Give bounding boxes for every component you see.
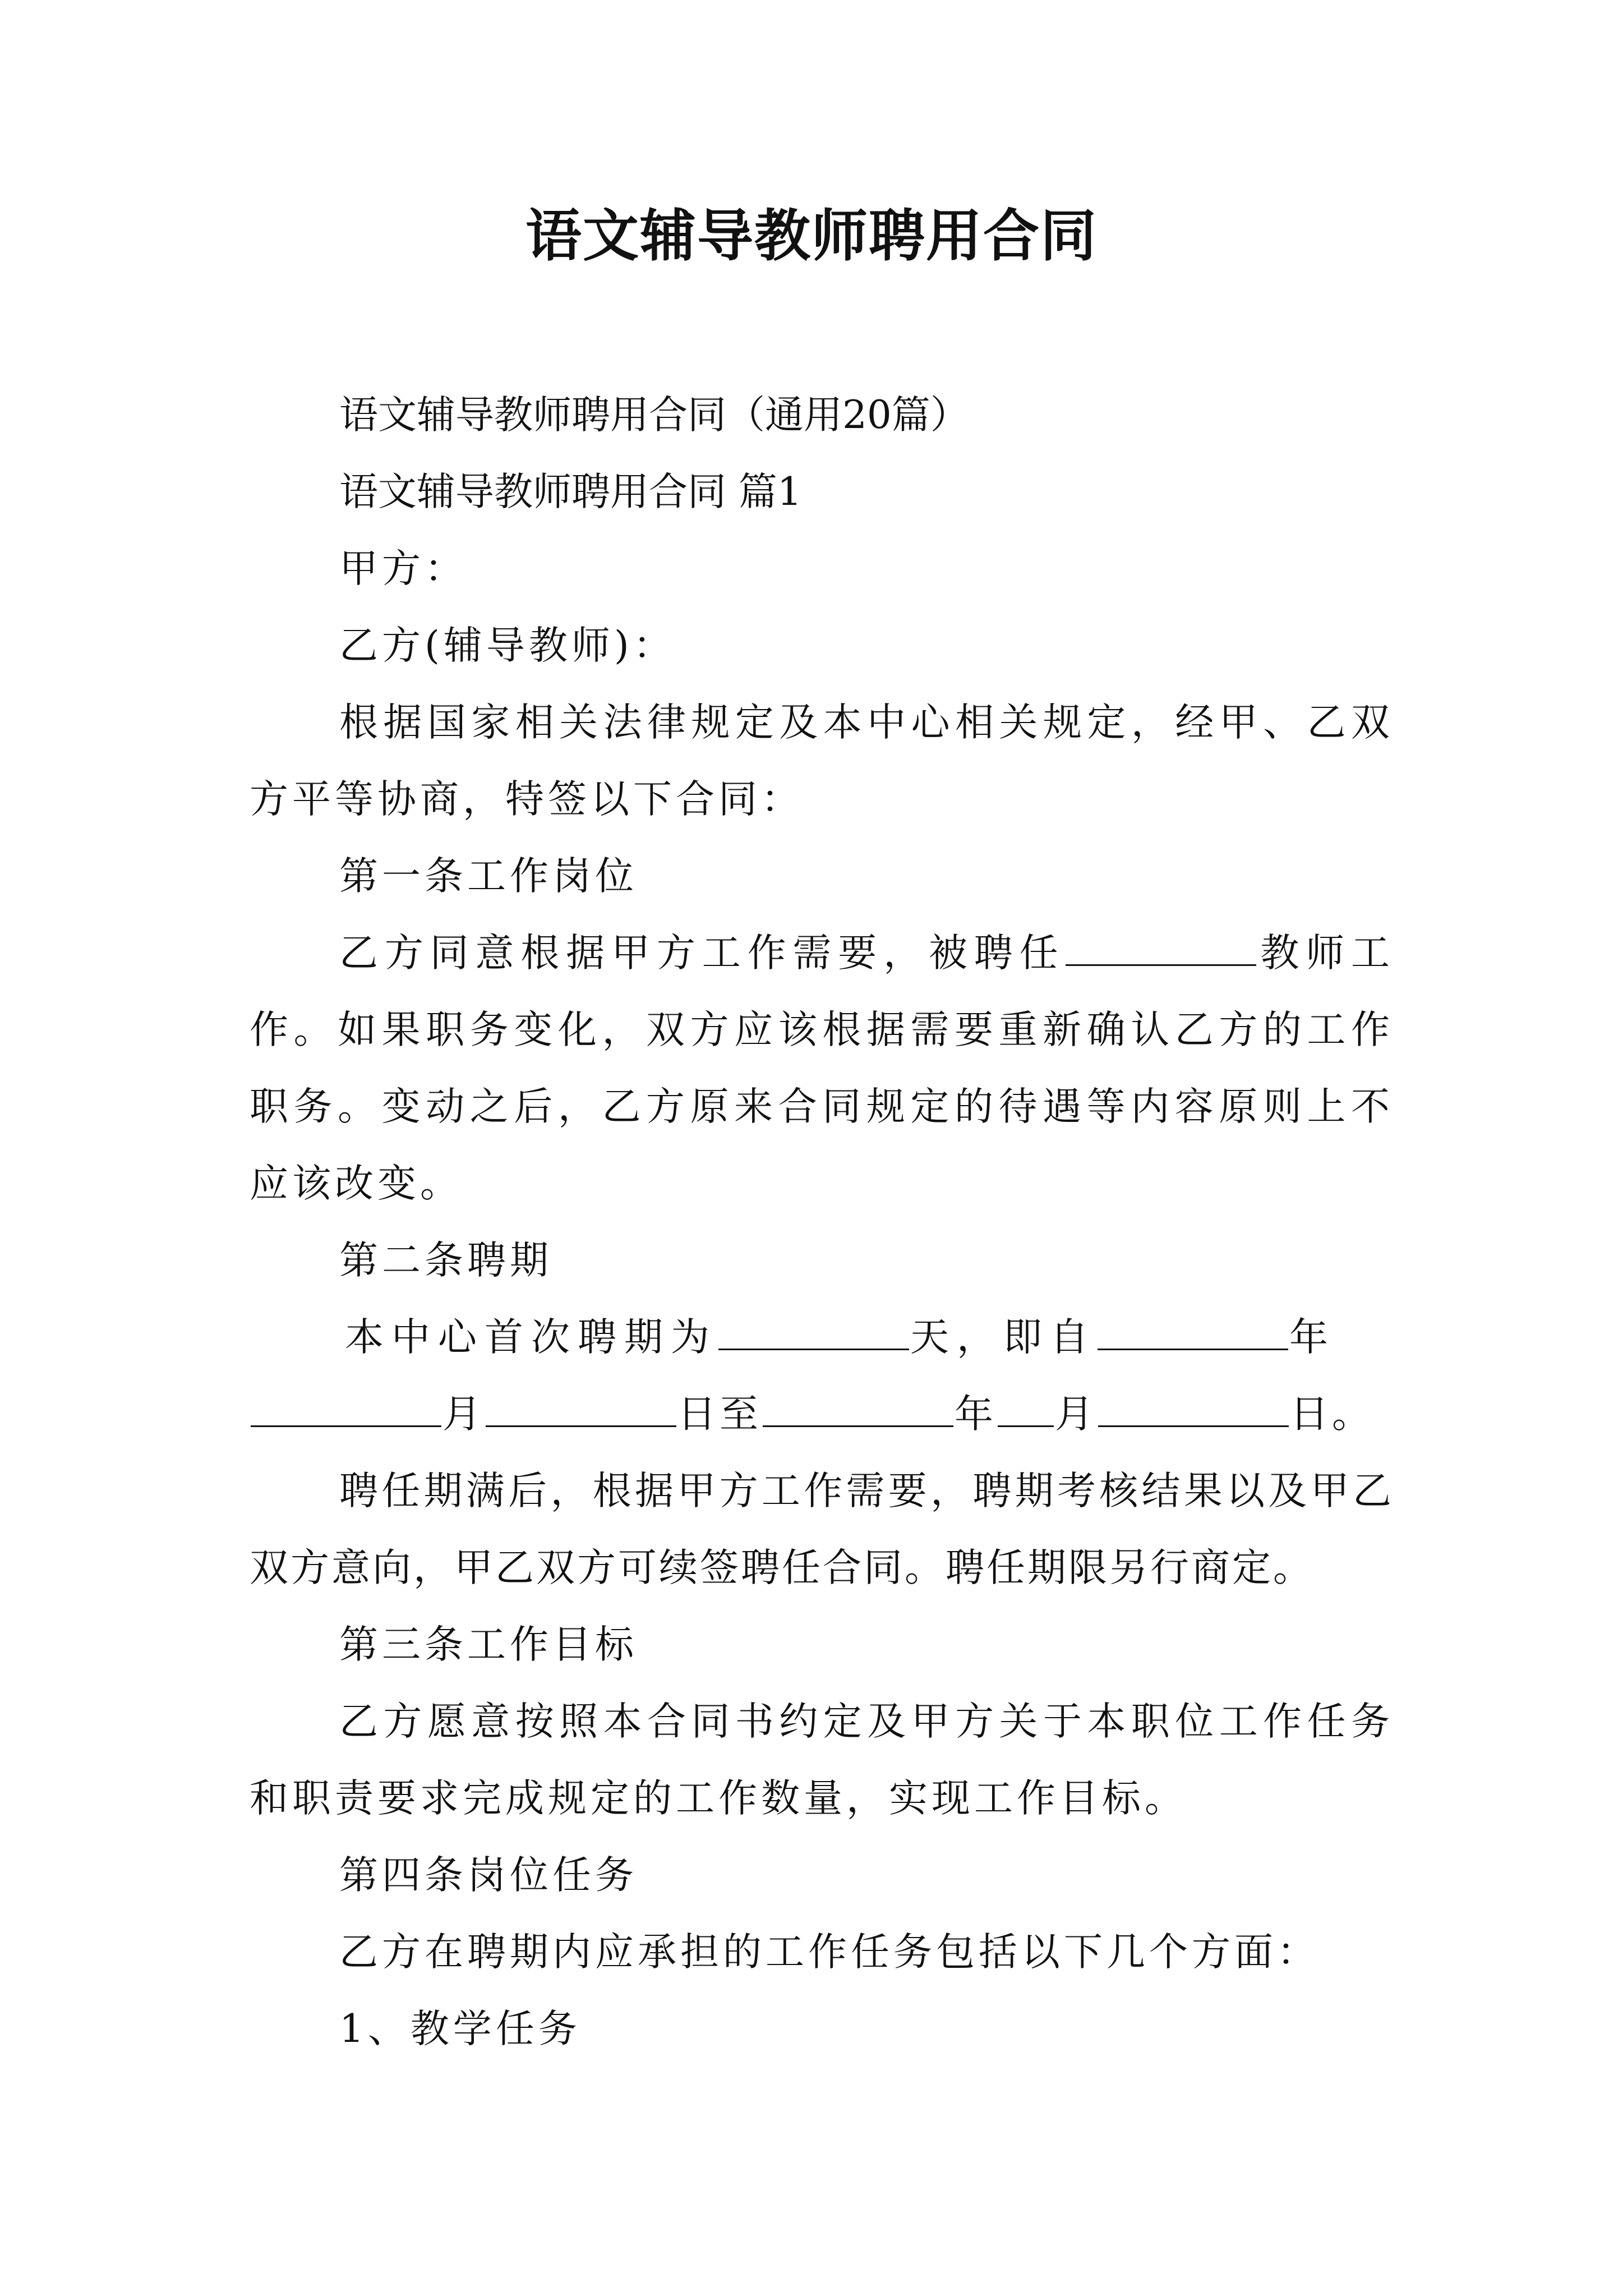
article-2-date-line xyxy=(250,1376,1394,1453)
term-text-1: 本中心首次聘期为 xyxy=(345,1315,717,1360)
term-text-6: 年 xyxy=(955,1392,997,1437)
article-1-paragraph xyxy=(250,915,1394,1222)
position-blank-field xyxy=(1066,932,1256,966)
article-1-title: 第一条工作岗位 xyxy=(339,854,638,899)
term-text-8: 日。 xyxy=(1290,1392,1374,1437)
term-text-7: 月 xyxy=(1055,1392,1097,1437)
article-3-paragraph: 乙方愿意按照本合同书约定及甲方关于本职位工作任务和职责要求完成规定的工作数量，实现工作目标。 xyxy=(250,1699,1394,1821)
start-year-blank xyxy=(1098,1316,1288,1350)
term-text-4: 月 xyxy=(442,1392,485,1437)
document-body xyxy=(250,377,1394,2068)
article-4-item-1: 1、教学任务 xyxy=(339,2007,581,2051)
document-title: 语文辅导教师聘用合同 xyxy=(525,203,1098,269)
article-2-term-line xyxy=(250,1299,1394,1376)
intro-paragraph: 根据国家相关法律规定及本中心相关规定，经甲、乙双方平等协商，特签以下合同： xyxy=(250,700,1394,822)
end-day-blank xyxy=(1098,1393,1289,1427)
section-heading: 语文辅导教师聘用合同 篇1 xyxy=(339,470,802,514)
start-month-blank xyxy=(251,1393,441,1427)
subtitle: 语文辅导教师聘用合同（通用20篇） xyxy=(339,393,969,438)
end-year-blank xyxy=(763,1393,953,1427)
term-text-5: 日至 xyxy=(677,1392,762,1437)
article-3-title: 第三条工作目标 xyxy=(339,1622,638,1667)
term-text-2: 天，即自 xyxy=(910,1315,1096,1360)
article-4-paragraph: 乙方在聘期内应承担的工作任务包括以下几个方面： xyxy=(339,1930,1320,1975)
term-text-3: 年 xyxy=(1289,1315,1336,1360)
party-a-label: 甲方： xyxy=(339,546,467,591)
article-2-title: 第二条聘期 xyxy=(339,1238,552,1283)
article-4-title: 第四条岗位任务 xyxy=(339,1853,638,1898)
party-b-label: 乙方(辅导教师)： xyxy=(339,623,676,668)
article-1-text-after: 教师工作。如果职务变化，双方应该根据需要重新确认乙方的工作职务。变动之后，乙方原来合同规定的待遇等内容原则上不应该改变。 xyxy=(250,931,1394,1206)
article-2-renewal-paragraph: 聘任期满后，根据甲方工作需要，聘期考核结果以及甲乙双方意向，甲乙双方可续签聘任合同。聘任期限另行商定。 xyxy=(250,1469,1394,1590)
end-month-blank xyxy=(998,1393,1054,1427)
term-days-blank xyxy=(718,1316,909,1350)
start-day-blank xyxy=(486,1393,676,1427)
article-1-text-before: 乙方同意根据甲方工作需要，被聘任 xyxy=(339,931,1065,976)
